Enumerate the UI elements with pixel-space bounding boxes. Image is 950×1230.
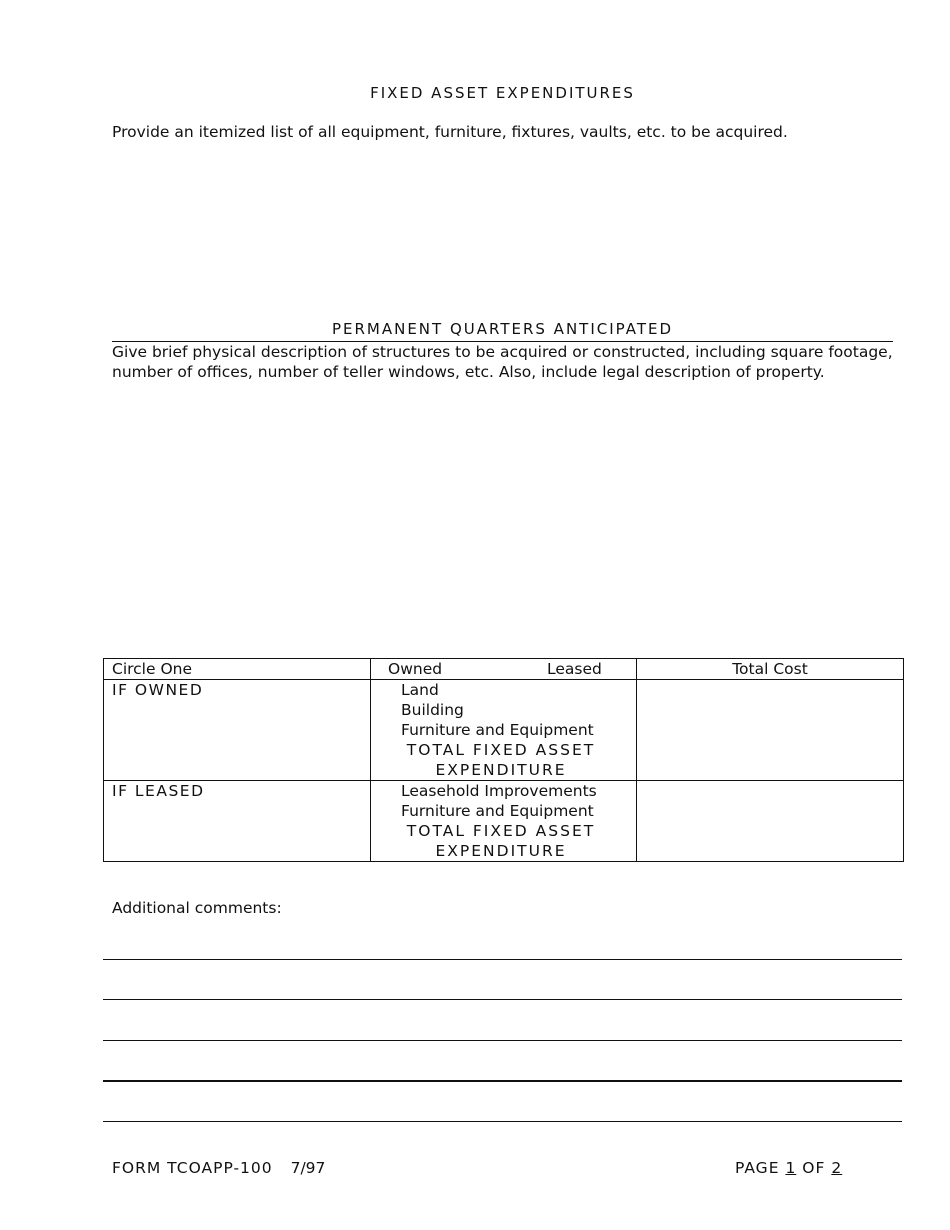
permanent-quarters-title: PERMANENT QUARTERS ANTICIPATED bbox=[331, 320, 674, 338]
fixed-asset-title: FIXED ASSET EXPENDITURES bbox=[370, 84, 635, 102]
comment-line[interactable] bbox=[103, 1080, 902, 1082]
list-item: Furniture and Equipment bbox=[401, 721, 594, 739]
additional-comments-label: Additional comments: bbox=[112, 899, 282, 917]
fixed-asset-answer-area[interactable] bbox=[112, 150, 902, 310]
list-item: Land bbox=[401, 681, 439, 699]
fixed-asset-table bbox=[103, 658, 904, 862]
form-date: 7/97 bbox=[290, 1159, 326, 1177]
table-header-row bbox=[104, 659, 904, 680]
table-row-owned bbox=[104, 680, 904, 781]
total-cost-header: Total Cost bbox=[637, 659, 904, 680]
total-label-line: TOTAL FIXED ASSET bbox=[406, 822, 596, 840]
permanent-quarters-instruction bbox=[112, 342, 893, 382]
owned-leased-header[interactable] bbox=[371, 659, 637, 680]
comment-line[interactable] bbox=[103, 959, 902, 960]
page-number bbox=[735, 1159, 842, 1177]
instruction-line: number of offices, number of teller windows, etc. Also, include legal description of property. bbox=[112, 363, 825, 381]
list-item: Building bbox=[401, 701, 464, 719]
total-label-line: TOTAL FIXED ASSET bbox=[406, 741, 596, 759]
comment-line[interactable] bbox=[103, 1121, 902, 1122]
leased-option[interactable]: Leased bbox=[547, 660, 602, 678]
total-label-line: EXPENDITURE bbox=[435, 842, 567, 860]
owned-items bbox=[371, 680, 637, 781]
leased-row-label: IF LEASED bbox=[104, 781, 371, 862]
form-identifier bbox=[112, 1159, 325, 1177]
owned-option[interactable]: Owned bbox=[388, 660, 443, 678]
list-item: Furniture and Equipment bbox=[401, 802, 594, 820]
list-item: Leasehold Improvements bbox=[401, 782, 597, 800]
form-id: FORM TCOAPP-100 bbox=[112, 1159, 273, 1177]
circle-one-header: Circle One bbox=[104, 659, 371, 680]
fixed-asset-instruction: Provide an itemized list of all equipment, furniture, fixtures, vaults, etc. to be acquired. bbox=[112, 123, 788, 141]
instruction-line: Give brief physical description of structures to be acquired or constructed, including square footage, bbox=[112, 343, 893, 361]
permanent-quarters-answer-area[interactable] bbox=[112, 390, 902, 645]
table-row-leased bbox=[104, 781, 904, 862]
page-total: 2 bbox=[831, 1159, 843, 1177]
comment-line[interactable] bbox=[103, 1040, 902, 1041]
leased-total-cost-cell[interactable] bbox=[637, 781, 904, 862]
comment-line[interactable] bbox=[103, 999, 902, 1000]
owned-row-label: IF OWNED bbox=[104, 680, 371, 781]
page-current: 1 bbox=[785, 1159, 797, 1177]
owned-total-cost-cell[interactable] bbox=[637, 680, 904, 781]
page-prefix: PAGE bbox=[735, 1159, 780, 1177]
leased-items bbox=[371, 781, 637, 862]
total-label-line: EXPENDITURE bbox=[435, 761, 567, 779]
page-of: OF bbox=[802, 1159, 826, 1177]
